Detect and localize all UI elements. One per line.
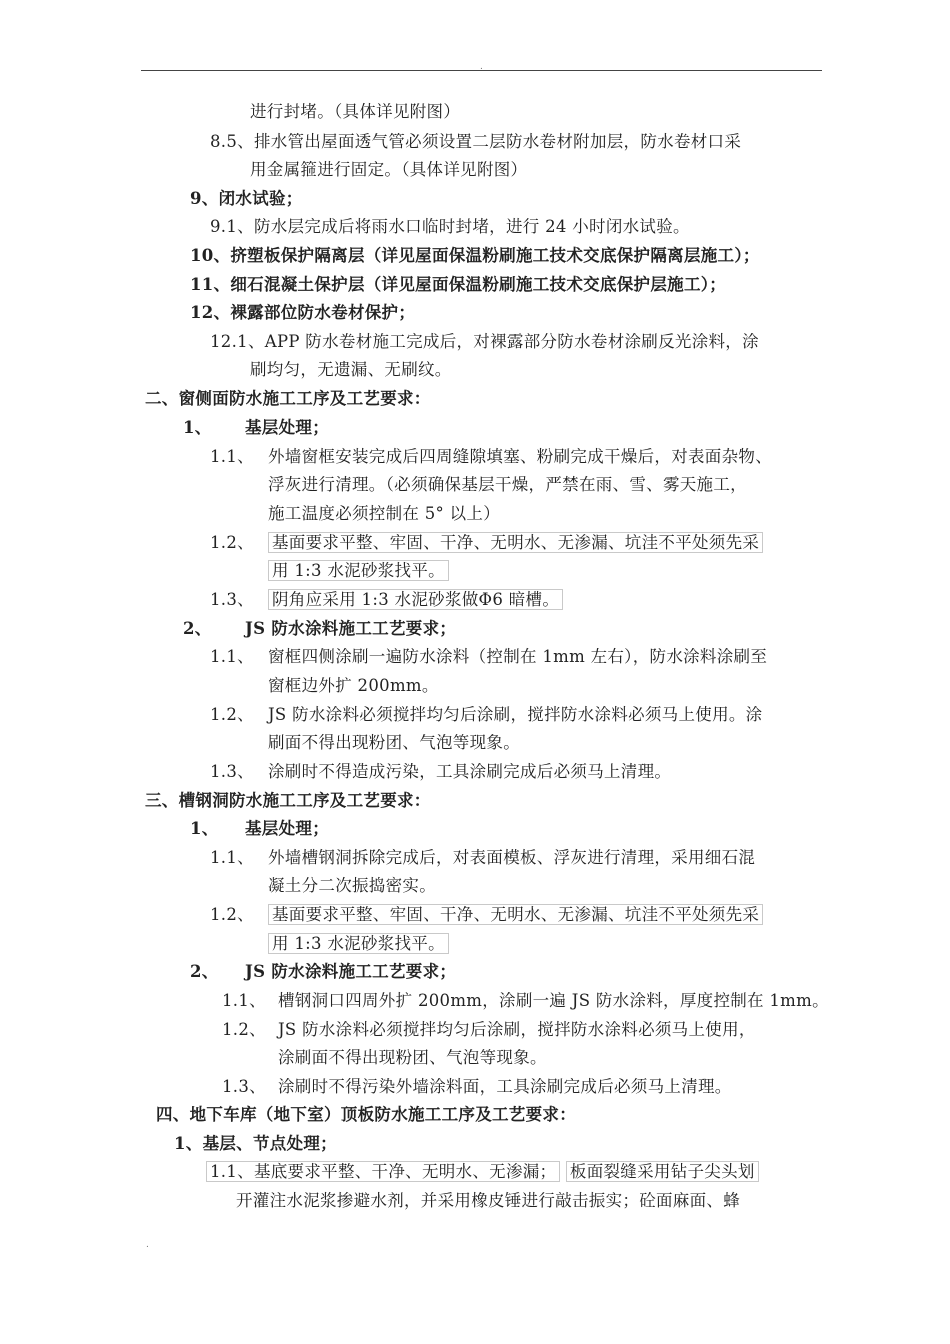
chapter-heading: 三、槽钢洞防水施工工序及工艺要求： [145, 791, 431, 810]
text-line [206, 1161, 759, 1183]
item-number: 1、 [190, 819, 219, 838]
text-line: 用 1:3 水泥砂浆找平。 [268, 560, 449, 582]
text-line [210, 646, 767, 668]
text-line: 浮灰进行清理。（必须确保基层干燥，严禁在雨、雪、雾天施工， [268, 475, 747, 494]
item-number: 1.2、 [210, 705, 254, 724]
section-heading: 11、细石混凝土保护层（详见屋面保温粉刷施工技术交底保护层施工）； [190, 275, 727, 294]
section-heading: 12、裸露部位防水卷材保护； [190, 303, 416, 322]
item-text: 外墙槽钢洞拆除完成后，对表面模板、浮灰进行清理，采用细石混 [268, 848, 756, 867]
text-line [222, 1076, 732, 1098]
item-text: 槽钢洞口四周外扩 200mm，涂刷一遍 JS 防水涂料，厚度控制在 1mm。 [278, 991, 829, 1010]
text-line [210, 761, 671, 783]
item-number: 1.2、 [222, 1020, 266, 1039]
section-heading [183, 618, 456, 640]
text-line: 用金属箍进行固定。（具体详见附图） [250, 160, 528, 179]
item-text: 基面要求平整、牢固、干净、无明水、无渗漏、坑洼不平处须先采 [268, 904, 763, 925]
item-text: 涂刷时不得造成污染，工具涂刷完成后必须马上清理。 [268, 762, 672, 781]
item-number: 1.1、 [210, 848, 254, 867]
item-text: JS 防水涂料必须搅拌均匀后涂刷，搅拌防水涂料必须马上使用， [278, 1020, 756, 1039]
text-line: 刷均匀，无遗漏、无刷纹。 [250, 360, 452, 379]
item-number: 1.3、 [210, 590, 254, 609]
item-text: 基层处理； [245, 418, 329, 437]
text-line: 9.1、防水层完成后将雨水口临时封堵，进行 24 小时闭水试验。 [210, 217, 690, 236]
item-number: 1.1、 [210, 447, 254, 466]
section-heading [190, 818, 329, 840]
text-line: 施工温度必须控制在 5° 以上） [268, 504, 501, 523]
section-heading: 1、基层、节点处理； [174, 1134, 337, 1153]
item-number: 1.1、 [210, 647, 254, 666]
text-line: 窗框边外扩 200mm。 [268, 676, 439, 695]
item-text: 阴角应采用 1:3 水泥砂浆做Φ6 暗槽。 [268, 589, 563, 610]
section-heading [183, 417, 329, 439]
item-text: 基层处理； [245, 819, 329, 838]
item-number: 1.2、 [210, 533, 254, 552]
text-line: 进行封堵。（具体详见附图） [250, 102, 461, 121]
item-number: 2、 [183, 619, 212, 638]
chapter-heading: 四、地下车库（地下室）顶板防水施工工序及工艺要求： [156, 1105, 576, 1124]
text-line: 开灌注水泥浆掺避水剂，并采用橡皮锤进行敲击振实；砼面麻面、蜂 [236, 1191, 740, 1210]
item-text: 涂刷时不得污染外墙涂料面，工具涂刷完成后必须马上清理。 [278, 1077, 732, 1096]
header-mark: . [480, 62, 483, 72]
text-line [210, 532, 763, 554]
text-line: 8.5、排水管出屋面透气管必须设置二层防水卷材附加层，防水卷材口采 [210, 132, 742, 151]
item-text: 窗框四侧涂刷一遍防水涂料（控制在 1mm 左右），防水涂料涂刷至 [268, 647, 768, 666]
item-number: 2、 [190, 962, 219, 981]
section-heading [190, 961, 456, 983]
item-text: JS 防水涂料施工工艺要求； [245, 962, 457, 981]
item-text: 1.1、基底要求平整、干净、无明水、无渗漏； [206, 1161, 560, 1182]
section-heading: 9、闭水试验； [190, 189, 303, 208]
item-number: 1.2、 [210, 905, 254, 924]
chapter-heading: 二、窗侧面防水施工工序及工艺要求： [145, 389, 431, 408]
section-heading: 10、挤塑板保护隔离层（详见屋面保温粉刷施工技术交底保护隔离层施工）； [190, 246, 760, 265]
text-line: 12.1、APP 防水卷材施工完成后，对裸露部分防水卷材涂刷反光涂料，涂 [210, 332, 759, 351]
item-number: 1.3、 [210, 762, 254, 781]
item-number: 1、 [183, 418, 212, 437]
item-text: 板面裂缝采用钻子尖头划 [566, 1161, 759, 1182]
text-line [222, 990, 829, 1012]
text-line: 刷面不得出现粉团、气泡等现象。 [268, 733, 520, 752]
text-line: 涂刷面不得出现粉团、气泡等现象。 [278, 1048, 547, 1067]
item-text: JS 防水涂料施工工艺要求； [245, 619, 457, 638]
item-text: 基面要求平整、牢固、干净、无明水、无渗漏、坑洼不平处须先采 [268, 532, 763, 553]
text-line [222, 1019, 756, 1041]
text-line [210, 704, 762, 726]
text-line [210, 847, 755, 869]
text-line [210, 446, 772, 468]
item-text: JS 防水涂料必须搅拌均匀后涂刷，搅拌防水涂料必须马上使用。涂 [268, 705, 763, 724]
footer-mark: . [146, 1240, 149, 1250]
item-number: 1.3、 [222, 1077, 266, 1096]
text-line [210, 904, 763, 926]
item-number: 1.1、 [222, 991, 266, 1010]
text-line: 用 1:3 水泥砂浆找平。 [268, 933, 449, 955]
item-text: 外墙窗框安装完成后四周缝隙填塞、粉刷完成干燥后，对表面杂物、 [268, 447, 772, 466]
text-line [210, 589, 563, 611]
text-line: 凝土分二次振捣密实。 [268, 876, 436, 895]
